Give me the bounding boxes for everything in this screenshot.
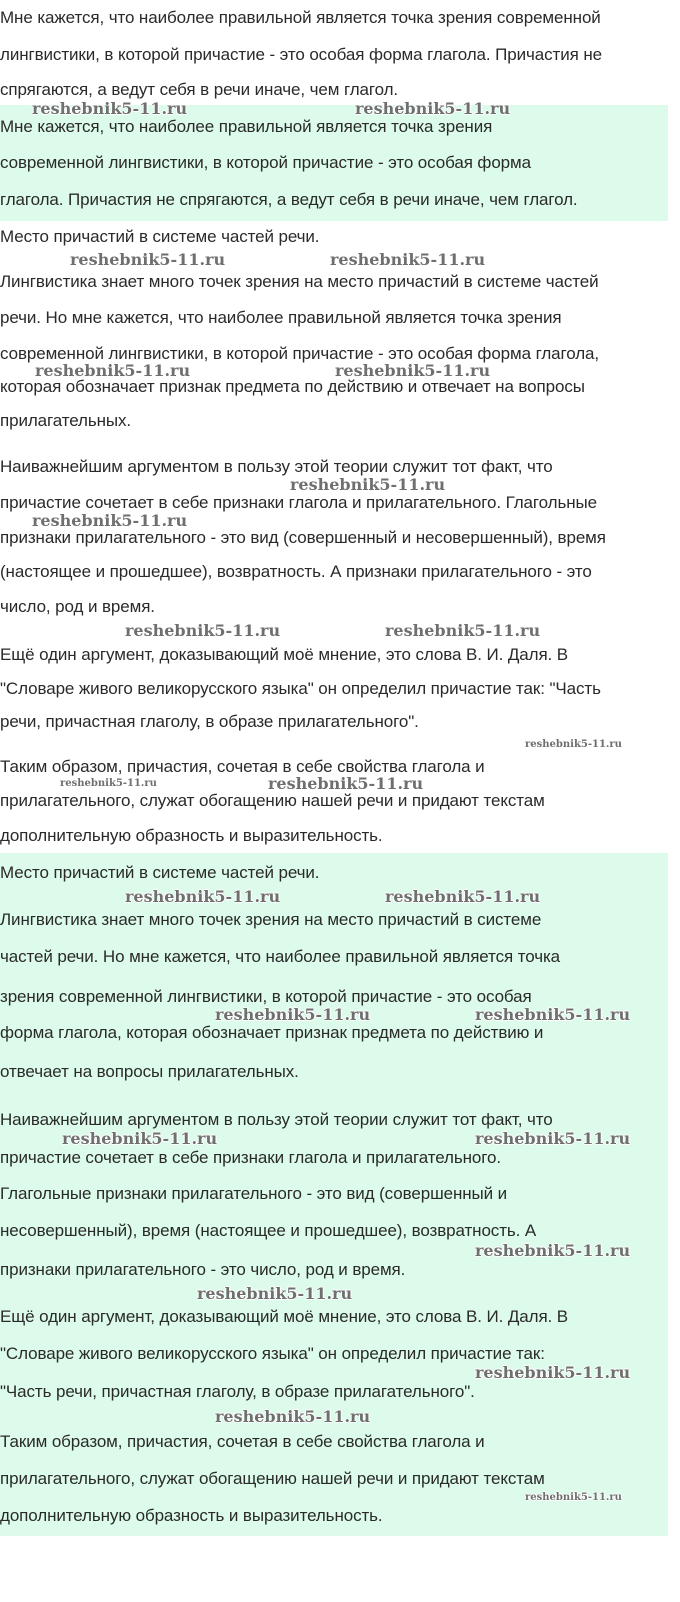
watermark: reshebnik5-11.ru — [290, 475, 446, 494]
text-line: современной лингвистики, в которой причастие - это особая форма глагола, — [0, 344, 599, 363]
text-line: Лингвистика знает много точек зрения на место причастий в системе частей — [0, 272, 599, 291]
watermark: reshebnik5-11.ru — [60, 778, 157, 789]
text-line: Мне кажется, что наиболее правильной является точка зрения современной — [0, 8, 601, 27]
text-line: зрения современной лингвистики, в которой причастие - это особая — [0, 987, 532, 1006]
text-line: Наиважнейшим аргументом в пользу этой теории служит тот факт, что — [0, 457, 553, 476]
watermark: reshebnik5-11.ru — [525, 738, 622, 750]
text-line: число, род и время. — [0, 597, 155, 616]
watermark: reshebnik5-11.ru — [355, 98, 511, 118]
text-line: современной лингвистики, в которой причастие - это особая форма — [0, 153, 531, 172]
text-line: отвечает на вопросы прилагательных. — [0, 1062, 299, 1081]
watermark: reshebnik5-11.ru — [62, 1129, 218, 1148]
watermark: reshebnik5-11.ru — [35, 360, 191, 380]
watermark: reshebnik5-11.ru — [125, 621, 281, 640]
text-line: Таким образом, причастия, сочетая в себе свойства глагола и — [0, 1432, 485, 1451]
text-line: Таким образом, причастия, сочетая в себе свойства глагола и — [0, 757, 485, 776]
watermark: reshebnik5-11.ru — [525, 1491, 622, 1503]
text-line: Ещё один аргумент, доказывающий моё мнение, это слова В. И. Даля. В — [0, 1307, 569, 1326]
watermark: reshebnik5-11.ru — [385, 621, 541, 640]
text-line: Место причастий в системе частей речи. — [0, 863, 320, 882]
watermark: reshebnik5-11.ru — [70, 249, 226, 269]
watermark: reshebnik5-11.ru — [215, 1407, 371, 1426]
watermark: reshebnik5-11.ru — [330, 249, 486, 269]
text-line: форма глагола, которая обозначает признак предмета по действию и — [0, 1023, 544, 1042]
text-line: Мне кажется, что наиболее правильной является точка зрения — [0, 117, 493, 136]
watermark: reshebnik5-11.ru — [125, 886, 281, 906]
text-line: прилагательного, служат обогащению нашей речи и придают текстам — [0, 1469, 545, 1488]
text-line: спрягаются, а ведут себя в речи иначе, чем глагол. — [0, 80, 399, 99]
text-line: глагола. Причастия не спрягаются, а ведут себя в речи иначе, чем глагол. — [0, 190, 578, 209]
watermark: reshebnik5-11.ru — [475, 1129, 631, 1148]
text-line: прилагательных. — [0, 411, 132, 430]
watermark: reshebnik5-11.ru — [197, 1283, 353, 1303]
text-line: причастие сочетает в себе признаки глагола и прилагательного. Глагольные — [0, 493, 597, 512]
text-line: речи, причастная глаголу, в образе прилагательного". — [0, 712, 419, 731]
watermark: reshebnik5-11.ru — [335, 360, 491, 380]
watermark: reshebnik5-11.ru — [215, 1005, 371, 1024]
text-line: "Словаре живого великорусского языка" он определил причастие так: — [0, 1344, 545, 1363]
watermark: reshebnik5-11.ru — [32, 510, 188, 530]
text-line: частей речи. Но мне кажется, что наиболее правильной является точка — [0, 947, 561, 966]
watermark: reshebnik5-11.ru — [32, 98, 188, 118]
watermark: reshebnik5-11.ru — [385, 886, 541, 906]
text-line: которая обозначает признак предмета по действию и отвечает на вопросы — [0, 377, 585, 396]
text-line: Ещё один аргумент, доказывающий моё мнение, это слова В. И. Даля. В — [0, 645, 569, 664]
watermark: reshebnik5-11.ru — [475, 1005, 631, 1024]
text-line: несовершенный), время (настоящее и прошедшее), возвратность. А — [0, 1221, 537, 1240]
text-line: прилагательного, служат обогащению нашей речи и придают текстам — [0, 791, 545, 810]
watermark: reshebnik5-11.ru — [475, 1363, 631, 1382]
text-line: дополнительную образность и выразительность. — [0, 826, 383, 845]
text-line: речи. Но мне кажется, что наиболее правильной является точка зрения — [0, 308, 562, 327]
text-line: Наиважнейшим аргументом в пользу этой теории служит тот факт, что — [0, 1110, 553, 1129]
text-line: лингвистики, в которой причастие - это особая форма глагола. Причастия не — [0, 45, 602, 64]
text-line: "Часть речи, причастная глаголу, в образе прилагательного". — [0, 1382, 475, 1401]
text-line: Лингвистика знает много точек зрения на место причастий в системе — [0, 910, 542, 929]
text-line: дополнительную образность и выразительность. — [0, 1506, 383, 1525]
text-line: Глагольные признаки прилагательного - это вид (совершенный и — [0, 1184, 508, 1203]
text-line: "Словаре живого великорусского языка" он определил причастие так: "Часть — [0, 679, 601, 698]
watermark: reshebnik5-11.ru — [475, 1240, 631, 1260]
text-line: Место причастий в системе частей речи. — [0, 227, 320, 246]
text-line: (настоящее и прошедшее), возвратность. А признаки прилагательного - это — [0, 562, 592, 581]
text-line: признаки прилагательного - это вид (совершенный и несовершенный), время — [0, 528, 606, 547]
text-line: признаки прилагательного - это число, род и время. — [0, 1260, 406, 1279]
watermark: reshebnik5-11.ru — [268, 774, 424, 793]
text-line: причастие сочетает в себе признаки глагола и прилагательного. — [0, 1148, 501, 1167]
